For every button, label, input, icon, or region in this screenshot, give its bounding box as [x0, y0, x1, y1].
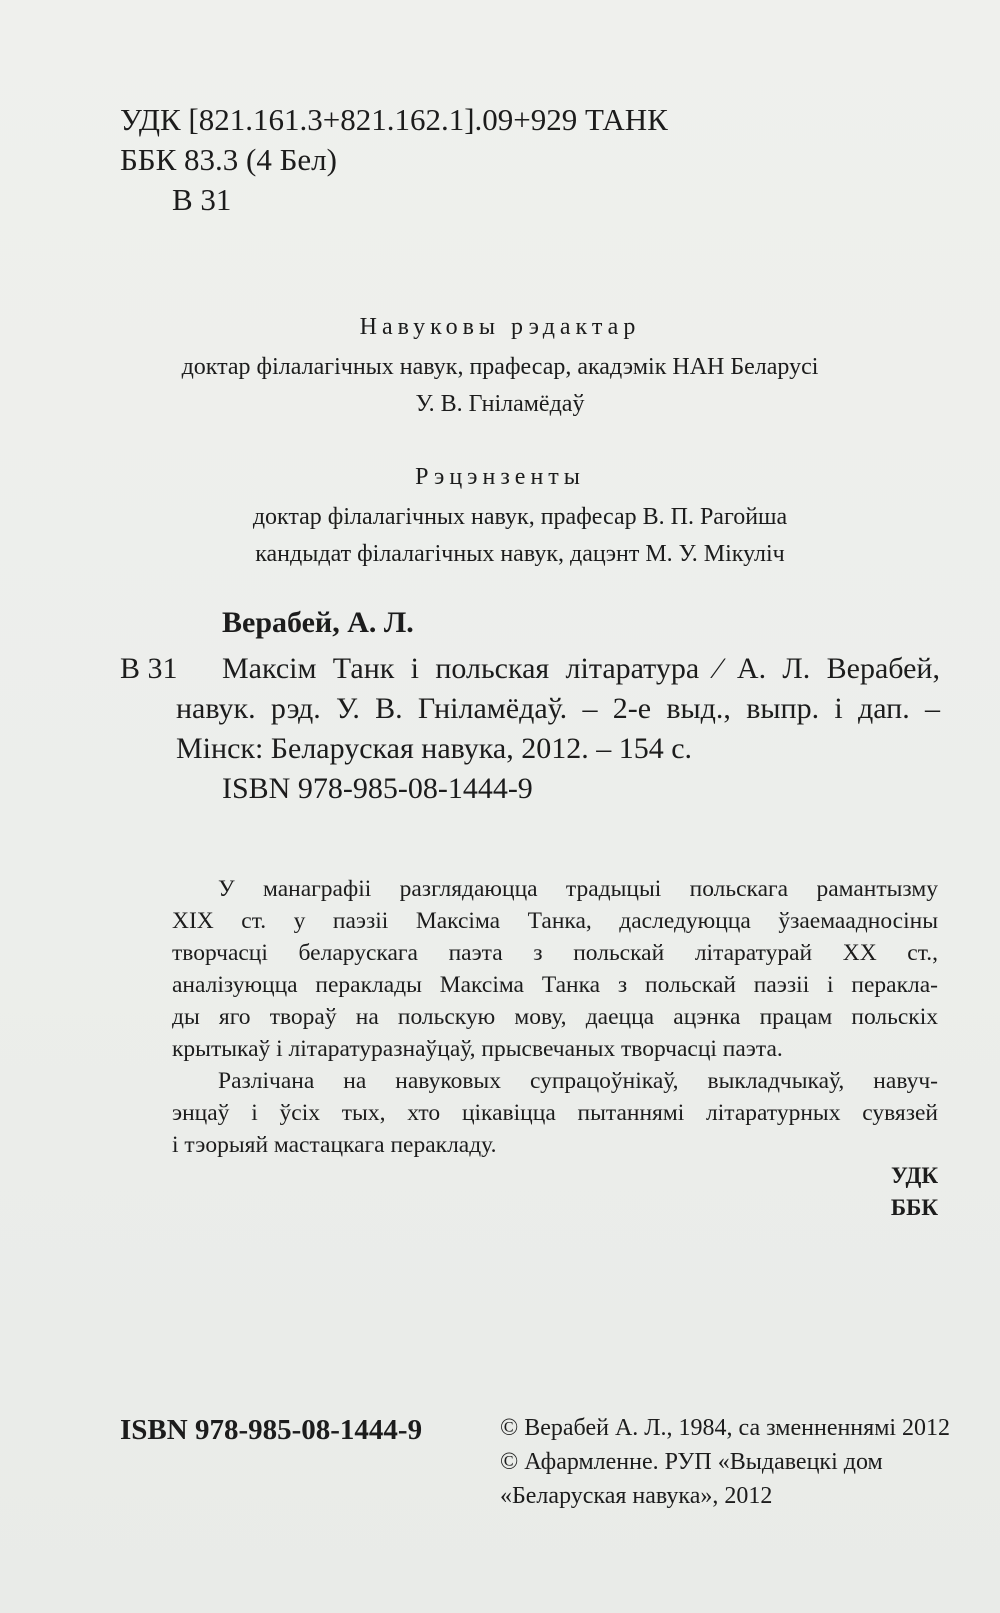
record-edition-line: навук. рэд. У. В. Гніламёдаў. – 2-е выд., выпр. і дап. –: [176, 692, 940, 725]
annotation: [172, 873, 938, 1161]
annotation-line: энцаў і ўсіх тых, хто цікавіцца пытаннямі літаратурных сувязей: [172, 1100, 938, 1126]
bibliographic-record: [176, 649, 940, 809]
annotation-udk: УДК: [890, 1163, 938, 1188]
copyright-publisher: «Беларуская навука», 2012: [500, 1483, 773, 1509]
reviewer-1: доктар філалагічных навук, прафесар В. П. Рагойша: [252, 504, 788, 530]
record-publisher-line: Мінск: Беларуская навука, 2012. – 154 с.: [176, 732, 693, 765]
annotation-line: і тэорыяй мастацкага перакладу.: [172, 1132, 497, 1158]
record-isbn-line: ISBN 978-985-08-1444-9: [222, 772, 533, 805]
copyright-design: © Афармленне. РУП «Выдавецкі дом: [500, 1449, 883, 1475]
copyright-author: © Верабей А. Л., 1984, са зменненнямі 2012: [500, 1415, 951, 1441]
footer-isbn: ISBN 978-985-08-1444-9: [120, 1414, 423, 1446]
editor-heading: Навуковы рэдактар: [359, 314, 641, 340]
record-title-line: Максім Танк і польская літаратура ⁄ А. Л. Верабей,: [222, 652, 940, 685]
annotation-line: XIX ст. у паэзіі Максіма Танка, даследуюцца ўзаемаадносіны: [172, 908, 938, 934]
record-author: Верабей, А. Л.: [222, 606, 414, 639]
annotation-line: творчасці беларускага паэта з польскай літаратурай XX ст.,: [172, 940, 938, 966]
annotation-line: ды яго твораў на польскую мову, даецца ацэнка працам польскіх: [172, 1004, 938, 1030]
record-code: В 31: [120, 652, 178, 685]
annotation-bbk: ББК: [890, 1195, 938, 1220]
bbk-code: ББК 83.3 (4 Бел): [120, 142, 337, 177]
editor-name: У. В. Гніламёдаў: [415, 391, 585, 417]
editor-title: доктар філалагічных навук, прафесар, акадэмік НАН Беларусі: [181, 354, 819, 380]
annotation-line: Разлічана на навуковых супрацоўнікаў, выкладчыкаў, навуч-: [218, 1068, 938, 1094]
annotation-line: У манаграфіі разглядаюцца традыцыі польскага рамантызму: [218, 876, 938, 902]
reviewers-heading: Рэцэнзенты: [415, 464, 585, 490]
reviewer-2: кандыдат філалагічных навук, дацэнт М. У. Мікуліч: [255, 541, 785, 567]
annotation-line: аналізуюцца пераклады Максіма Танка з польскай паэзіі і перакла-: [172, 972, 938, 998]
udk-code: УДК [821.161.3+821.162.1].09+929 ТАНК: [120, 102, 668, 137]
author-mark: В 31: [172, 182, 232, 217]
annotation-line: крытыкаў і літаратуразнаўцаў, прысвечаных творчасці паэта.: [172, 1036, 783, 1062]
